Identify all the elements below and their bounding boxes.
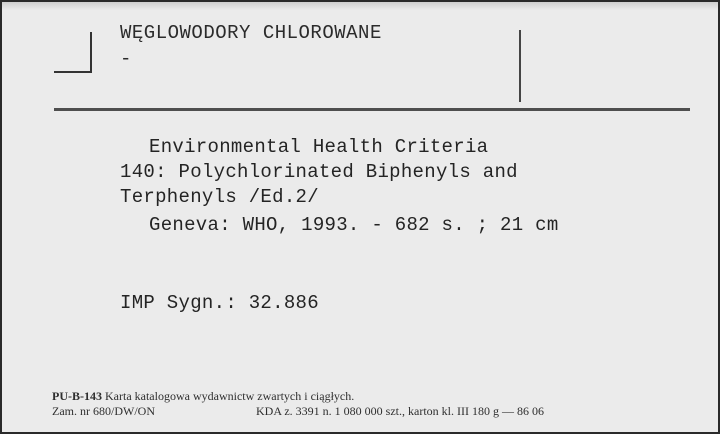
subject-subdivision: - (120, 48, 132, 70)
corner-mark-horizontal (54, 71, 92, 73)
heading-rule (54, 108, 690, 111)
entry-title-line-1: Environmental Health Criteria (149, 136, 489, 158)
entry-title-line-2: 140: Polychlorinated Biphenyls and (120, 161, 518, 183)
entry-imprint: Geneva: WHO, 1993. - 682 s. ; 21 cm (149, 214, 559, 236)
footer-form-line (52, 389, 354, 404)
heading-divider (519, 30, 521, 102)
shelfmark: IMP Sygn.: 32.886 (120, 292, 319, 314)
form-title: Karta katalogowa wydawnictw zwartych i ciągłych. (105, 389, 355, 403)
print-info: KDA z. 3391 n. 1 080 000 szt., karton kl. III 180 g — 86 06 (256, 404, 544, 418)
subject-heading: WĘGLOWODORY CHLOROWANE (120, 22, 382, 44)
card-top-edge (2, 2, 718, 10)
entry-title-line-3: Terphenyls /Ed.2/ (120, 186, 319, 208)
corner-mark-vertical (90, 32, 92, 72)
order-number: Zam. nr 680/DW/ON (52, 404, 155, 418)
form-code: PU-B-143 (52, 389, 102, 403)
